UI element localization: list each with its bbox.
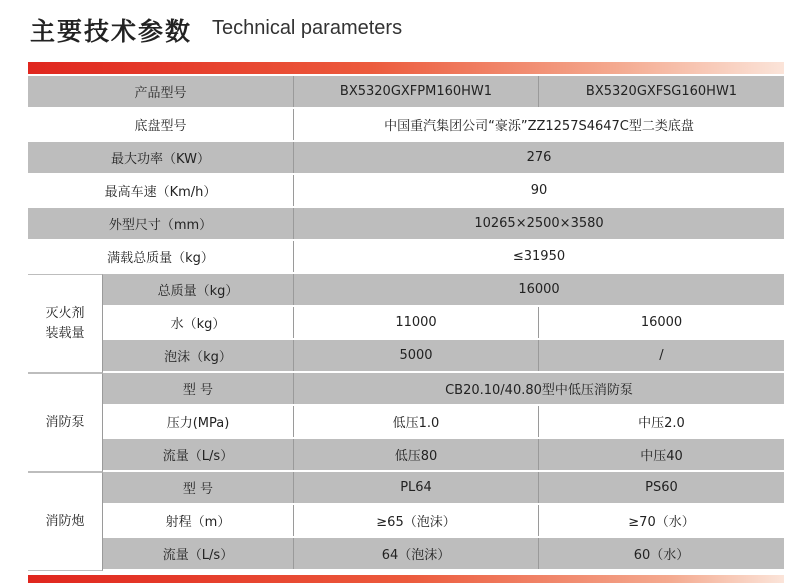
row-value-1: 64（泡沫） (293, 538, 538, 569)
table-row-monitor-model (103, 472, 784, 505)
row-label: 型 号 (182, 482, 214, 497)
row-value: 10265×2500×3580 (293, 208, 784, 239)
row-label: 产品型号 (134, 86, 187, 101)
group-agent (28, 274, 784, 373)
table-row-speed (28, 175, 784, 208)
row-value-2: ≥70（水） (538, 505, 784, 536)
row-label: 最大功率（KW） (111, 152, 210, 167)
table-row-power (28, 142, 784, 175)
row-label: 满载总质量（kg） (107, 251, 214, 266)
row-label: 底盘型号 (134, 119, 187, 134)
row-label: 总质量（kg） (157, 284, 239, 299)
row-label: 流量（L/s） (162, 548, 234, 563)
table-row-monitor-range (103, 505, 784, 538)
row-value-2: / (538, 340, 784, 371)
row-value: 16000 (293, 274, 784, 305)
row-value-2: 16000 (538, 307, 784, 338)
row-label: 型 号 (182, 383, 214, 398)
row-value-1: 低压1.0 (293, 406, 538, 437)
bottom-accent-bar (28, 575, 784, 583)
table-row-chassis (28, 109, 784, 142)
row-value-1: 低压80 (293, 439, 538, 470)
row-value: 90 (293, 175, 784, 206)
row-label: 压力(MPa) (166, 416, 230, 431)
table-row-monitor-flow (103, 538, 784, 571)
row-value-1: PL64 (293, 472, 538, 503)
row-label: 最高车速（Km/h） (104, 185, 217, 200)
table-row-model (28, 76, 784, 109)
table-row-size (28, 208, 784, 241)
row-value-2: BX5320GXFSG160HW1 (538, 76, 784, 107)
row-value-1: BX5320GXFPM160HW1 (293, 76, 538, 107)
row-value-2: 中压40 (538, 439, 784, 470)
row-value: CB20.10/40.80型中低压消防泵 (293, 373, 784, 404)
group-label-agent: 灭火剂 装载量 (28, 274, 103, 373)
table-row-agent-water (103, 307, 784, 340)
table-row-agent-total (103, 274, 784, 307)
accent-bar (28, 62, 784, 74)
row-label: 泡沫（kg） (164, 350, 232, 365)
parameters-table (28, 76, 784, 571)
row-value-2: 60（水） (538, 538, 784, 569)
row-label: 射程（m） (165, 515, 231, 530)
page-title: 主要技术参数 (30, 17, 193, 46)
page-subtitle: Technical parameters (212, 17, 403, 39)
table-row-pump-flow (103, 439, 784, 472)
row-value: ≤31950 (293, 241, 784, 272)
row-value-1: 5000 (293, 340, 538, 371)
table-row-mass (28, 241, 784, 274)
row-value-1: 11000 (293, 307, 538, 338)
group-label-monitor: 消防炮 (28, 472, 103, 571)
row-label: 水（kg） (170, 317, 226, 332)
table-row-pump-pressure (103, 406, 784, 439)
group-label-pump: 消防泵 (28, 373, 103, 472)
row-value-1: ≥65（泡沫） (293, 505, 538, 536)
group-pump (28, 373, 784, 472)
table-row-pump-model (103, 373, 784, 406)
row-value: 中国重汽集团公司“豪泺”ZZ1257S4647C型二类底盘 (293, 109, 784, 140)
row-label: 流量（L/s） (162, 449, 234, 464)
row-value-2: 中压2.0 (538, 406, 784, 437)
row-value: 276 (293, 142, 784, 173)
group-monitor (28, 472, 784, 571)
row-value-2: PS60 (538, 472, 784, 503)
row-label: 外型尺寸（mm） (108, 218, 213, 233)
table-row-agent-foam (103, 340, 784, 373)
